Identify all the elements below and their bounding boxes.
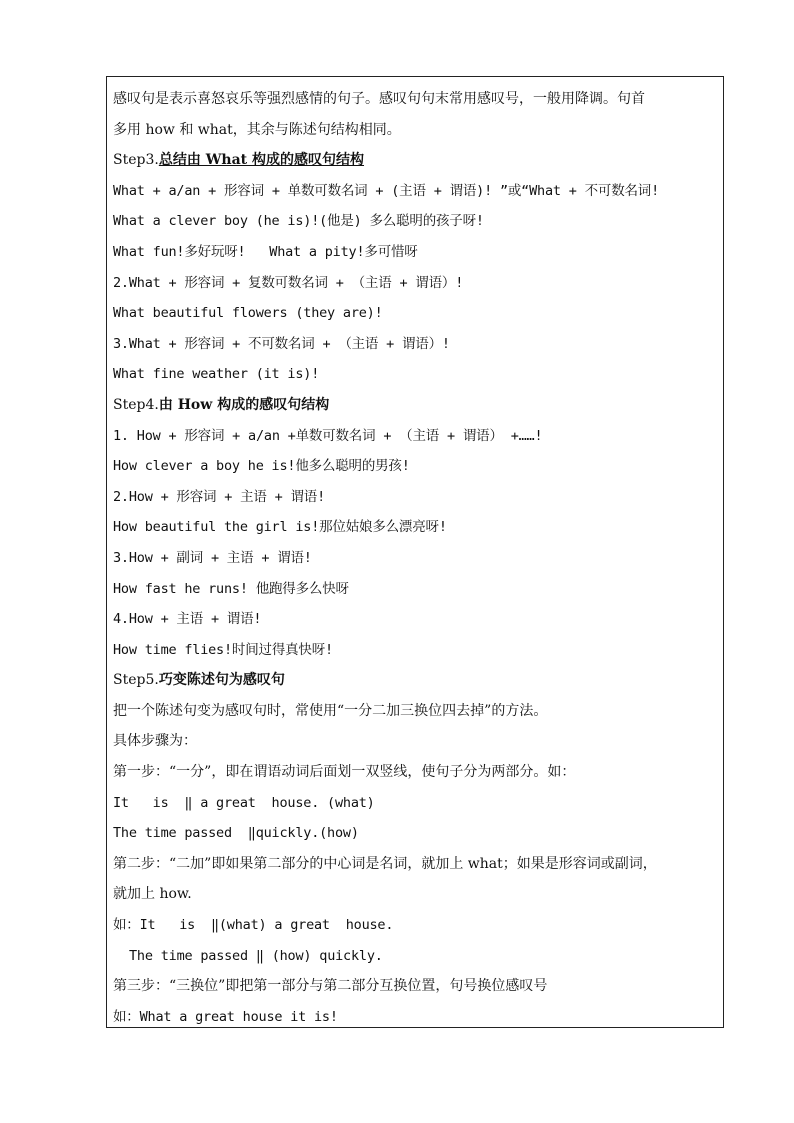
step-number: Step5. [113, 672, 159, 689]
step-heading [113, 390, 721, 421]
paragraph-line: 2.What + 形容词 + 复数可数名词 + （主语 + 谓语）! [113, 274, 464, 291]
paragraph-line: What fun!多好玩呀! What a pity!多可惜呀 [113, 243, 418, 260]
step-title: 由 How 构成的感叹句结构 [158, 396, 330, 413]
paragraph-line: 第一步：“一分”，即在谓语动词后面划一双竖线，使句子分为两部分。如： [113, 764, 576, 781]
paragraph-line: 具体步骤为： [113, 733, 197, 750]
step-heading [113, 145, 721, 176]
step-number: Step3. [113, 152, 159, 169]
step-title: 巧变陈述句为感叹句 [158, 672, 285, 689]
document-body [113, 84, 721, 1032]
paragraph-line: What a clever boy (he is)!(他是) 多么聪明的孩子呀! [113, 213, 484, 230]
paragraph-line: What beautiful flowers (they are)! [113, 305, 383, 322]
paragraph-line: How fast he runs! 他跑得多么快呀 [113, 580, 349, 597]
paragraph-line: What + a/an + 形容词 + 单数可数名词 + (主语 + 谓语)! ”或“What + 不可数名词! [113, 182, 660, 199]
step-number: Step4. [113, 396, 159, 413]
paragraph-line: 感叹句是表示喜怒哀乐等强烈感情的句子。感叹句句末常用感叹号，一般用降调。句首 [113, 91, 645, 107]
example-line: The time passed ‖ (how) quickly. [129, 947, 383, 964]
paragraph-line: 第三步：“三换位”即把第一部分与第二部分互换位置，句号换位感叹号 [113, 978, 548, 995]
paragraph-line: 2.How + 形容词 + 主语 + 谓语! [113, 488, 326, 505]
paragraph-line: 第二步：“二加”即如果第二部分的中心词是名词，就加上 what；如果是形容词或副词， [113, 855, 657, 872]
paragraph-line: 就加上 how. [113, 886, 192, 903]
example-line: 如：It is ‖(what) a great house. [113, 917, 394, 934]
paragraph-line: How time flies!时间过得真快呀! [113, 641, 333, 658]
step-title: 总结由 What 构成的感叹句结构 [158, 152, 365, 169]
example-line: The time passed ‖quickly.(how) [113, 825, 359, 842]
example-line: 如：What a great house it is! [113, 1008, 338, 1025]
step-heading [113, 665, 721, 696]
paragraph-line: 3.How + 副词 + 主语 + 谓语! [113, 549, 312, 566]
paragraph-line: 把一个陈述句变为感叹句时，常使用“一分二加三换位四去掉”的方法。 [113, 702, 548, 719]
paragraph-line: 多用 how 和 what，其余与陈述句结构相同。 [113, 121, 401, 138]
paragraph-line: What fine weather (it is)! [113, 366, 320, 383]
paragraph-line: 4.How + 主语 + 谓语! [113, 611, 262, 628]
paragraph-line: How clever a boy he is!他多么聪明的男孩! [113, 458, 410, 475]
example-line: It is ‖ a great house. (what) [113, 794, 375, 811]
paragraph-line: 3.What + 形容词 + 不可数名词 + （主语 + 谓语）! [113, 335, 450, 352]
paragraph-line: How beautiful the girl is!那位姑娘多么漂亮呀! [113, 519, 447, 536]
paragraph-line: 1. How + 形容词 + a/an +单数可数名词 + （主语 + 谓语） +……! [113, 427, 543, 444]
